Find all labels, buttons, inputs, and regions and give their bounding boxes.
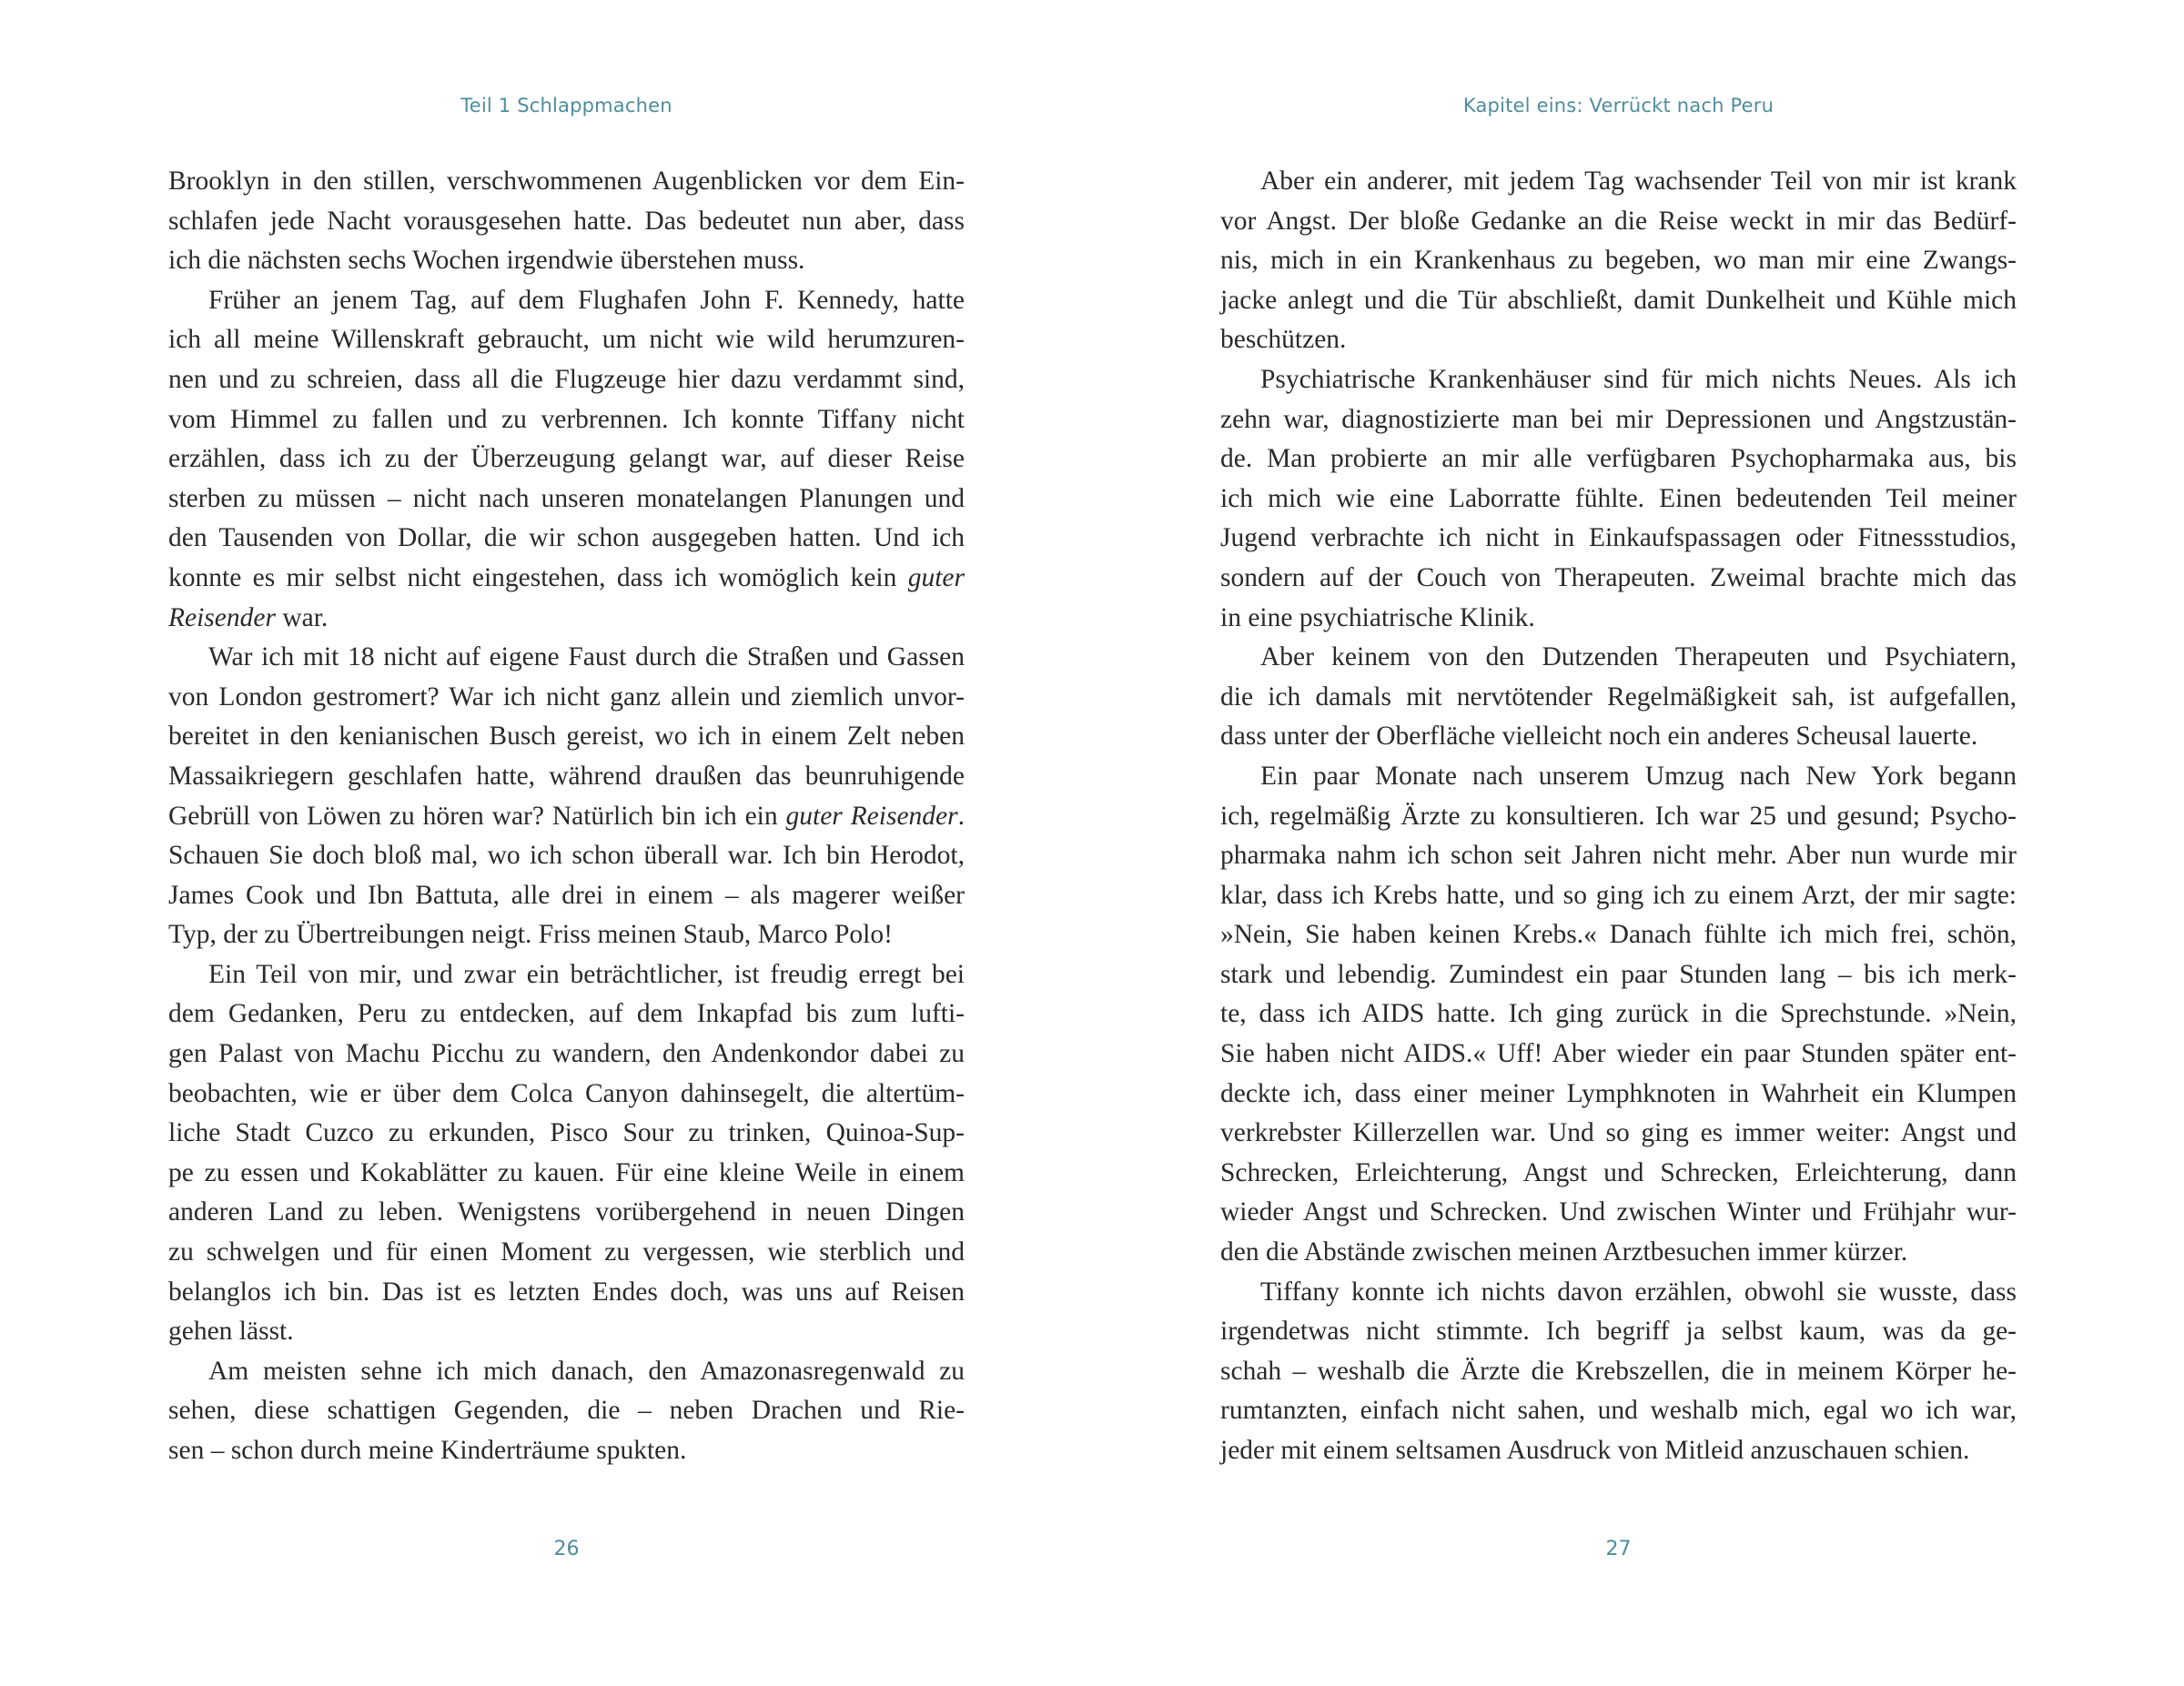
text-line: te, dass ich AIDS hatte. Ich ging zurück in die Sprechstunde. »Nein, [1220, 999, 2017, 1029]
text-line: den die Abstände zwischen meinen Arztbesuchen immer kürzer. [1220, 1237, 1908, 1267]
text-line: Typ, der zu Übertreibungen neigt. Friss meinen Staub, Marco Polo! [168, 920, 893, 950]
text-line: nis, mich in ein Krankenhaus zu begeben, wo man mir eine Zwangs- [1220, 246, 2017, 276]
text-line [168, 559, 965, 599]
text-line: den Tausenden von Dollar, die wir schon ausgegeben hatten. Und ich [168, 523, 965, 553]
text-line: Sie haben nicht AIDS.« Uff! Aber wieder ein paar Stunden später ent- [1220, 1039, 2017, 1069]
text-line: Früher an jenem Tag, auf dem Flughafen John F. Kennedy, hatte [208, 285, 965, 315]
text-line: jacke anlegt und die Tür abschließt, damit Dunkelheit und Kühle mich [1220, 285, 2017, 315]
text-line: die ich damals mit nervtötender Regelmäßigkeit sah, ist aufgefallen, [1220, 681, 2017, 712]
text-line: zehn war, diagnostizierte man bei mir Depressionen und Angstzustän- [1220, 404, 2017, 434]
italic-text: Reisender [168, 602, 276, 632]
text-line: liche Stadt Cuzco zu erkunden, Pisco Sour zu trinken, Quinoa-Sup- [168, 1118, 965, 1148]
text-line: nen und zu schreien, dass all die Flugzeuge hier dazu verdammt sind, [168, 364, 965, 394]
text-line: sen – schon durch meine Kinderträume spukten. [168, 1436, 687, 1465]
running-head: Teil 1 Schlappmachen [460, 95, 672, 116]
text-line: Schrecken, Erleichterung, Angst und Schrecken, Erleichterung, dann [1220, 1157, 2017, 1187]
text-line: verkrebster Killerzellen war. Und so ging es immer weiter: Angst und [1220, 1118, 2017, 1148]
text-line: Psychiatrische Krankenhäuser sind für mich nichts Neues. Als ich [1260, 364, 2017, 394]
text-line: ich all meine Willenskraft gebraucht, um nicht wie wild herumzuren- [168, 325, 965, 355]
text-line: sondern auf der Couch von Therapeuten. Zweimal brachte mich das [1220, 562, 2017, 592]
body-text [168, 162, 965, 1471]
right-page [1220, 0, 2017, 1686]
paragraph [1220, 638, 2017, 757]
text-line: anderen Land zu leben. Wenigstens vorübergehend in neuen Dingen [168, 1197, 965, 1227]
page-number: 26 [553, 1538, 580, 1560]
text-line: Am meisten sehne ich mich danach, den Amazonasregenwald zu [208, 1356, 965, 1386]
left-page [168, 0, 965, 1686]
text-line: pharmaka nahm ich schon seit Jahren nicht mehr. Aber nun wurde mir [1220, 841, 2017, 871]
text-line: Ein paar Monate nach unserem Umzug nach New York begann [1260, 761, 2017, 791]
text-line: dass unter der Oberfläche vielleicht noch ein anderes Scheusal lauerte. [1220, 722, 1978, 752]
text-line: Tiffany konnte ich nichts davon erzählen, obwohl sie wusste, dass [1260, 1277, 2017, 1307]
page-number: 27 [1605, 1538, 1632, 1560]
paragraph [168, 955, 965, 1352]
text-line: klar, dass ich Krebs hatte, und so ging ich zu einem Arzt, der mir sagte: [1220, 880, 2017, 910]
paragraph [1220, 360, 2017, 638]
text-line: in eine psychiatrische Klinik. [1220, 602, 1535, 632]
text-line: Jugend verbrachte ich nicht in Einkaufspassagen oder Fitnessstudios, [1220, 523, 2017, 553]
text-line: vom Himmel zu fallen und zu verbrennen. Ich konnte Tiffany nicht [168, 404, 965, 434]
running-head: Kapitel eins: Verrückt nach Peru [1462, 95, 1774, 116]
text-line: Schauen Sie doch bloß mal, wo ich schon überall war. Ich bin Herodot, [168, 841, 965, 871]
text-line: deckte ich, dass einer meiner Lymphknoten in Wahrheit ein Klumpen [1220, 1078, 2017, 1108]
text-line [168, 797, 965, 837]
text-line: ich mich wie eine Laborratte fühlte. Einen bedeutenden Teil meiner [1220, 483, 2017, 513]
text-line: schah – weshalb die Ärzte die Krebszellen, die in meinem Körper he- [1220, 1356, 2017, 1386]
paragraph [168, 1352, 965, 1471]
text-line: gehen lässt. [168, 1317, 294, 1347]
text-line: vor Angst. Der bloße Gedanke an die Reise weckt in mir das Bedürf- [1220, 206, 2017, 236]
paragraph [1220, 1273, 2017, 1471]
text-line: Ein Teil von mir, und zwar ein beträchtlicher, ist freudig erregt bei [208, 959, 965, 989]
text-line: erzählen, dass ich zu der Überzeugung gelangt war, auf dieser Reise [168, 444, 965, 474]
text-line: Brooklyn in den stillen, verschwommenen Augenblicken vor dem Ein- [168, 167, 965, 196]
text-line: bereitet in den kenianischen Busch gereist, wo ich in einem Zelt neben [168, 722, 965, 752]
text-segment: . [957, 801, 965, 831]
text-line: Aber keinem von den Dutzenden Therapeuten und Psychiatern, [1260, 642, 2017, 672]
text-line: belanglos ich bin. Das ist es letzten Endes doch, was uns auf Reisen [168, 1277, 965, 1307]
text-line: »Nein, Sie haben keinen Krebs.« Danach fühlte ich mich frei, schön, [1220, 920, 2017, 950]
text-line: War ich mit 18 nicht auf eigene Faust durch die Straßen und Gassen [208, 642, 965, 672]
paragraph [168, 281, 965, 638]
text-line: rumtanzten, einfach nicht sahen, und weshalb mich, egal wo ich war, [1220, 1396, 2017, 1426]
text-line: Massaikriegern geschlafen hatte, während draußen das beunruhigende [168, 761, 965, 791]
text-line: sehen, diese schattigen Gegenden, die – neben Drachen und Rie- [168, 1396, 965, 1426]
text-line: irgendetwas nicht stimmte. Ich begriff ja selbst kaum, was da ge- [1220, 1317, 2017, 1347]
italic-text: guter Reisender [785, 801, 958, 831]
paragraph [168, 162, 965, 281]
text-line: beschützen. [1220, 325, 1347, 355]
text-line: ich, regelmäßig Ärzte zu konsultieren. Ich war 25 und gesund; Psycho- [1220, 801, 2017, 831]
text-line: dem Gedanken, Peru zu entdecken, auf dem Inkapfad bis zum lufti- [168, 999, 965, 1029]
text-line: beobachten, wie er über dem Colca Canyon dahinsegelt, die altertüm- [168, 1078, 965, 1108]
text-line: zu schwelgen und für einen Moment zu vergessen, wie sterblich und [168, 1237, 965, 1267]
text-line: James Cook und Ibn Battuta, alle drei in einem – als magerer weißer [168, 880, 965, 910]
paragraph [1220, 757, 2017, 1273]
text-line: wieder Angst und Schrecken. Und zwischen Winter und Frühjahr wur- [1220, 1197, 2017, 1227]
paragraph [1220, 162, 2017, 360]
text-segment: Gebrüll von Löwen zu hören war? Natürlich bin ich ein [168, 801, 786, 831]
text-line: sterben zu müssen – nicht nach unseren monatelangen Planungen und [168, 483, 965, 513]
paragraph [168, 638, 965, 955]
text-line: schlafen jede Nacht vorausgesehen hatte. Das bedeutet nun aber, dass [168, 206, 965, 236]
text-line: stark und lebendig. Zumindest ein paar Stunden lang – bis ich merk- [1220, 959, 2017, 989]
text-line: ich die nächsten sechs Wochen irgendwie überstehen muss. [168, 246, 805, 276]
text-segment: war. [275, 602, 329, 632]
text-segment: konnte es mir selbst nicht eingestehen, dass ich womöglich kein [168, 562, 908, 592]
text-line: gen Palast von Machu Picchu zu wandern, den Andenkondor dabei zu [168, 1039, 965, 1069]
text-line: von London gestromert? War ich nicht ganz allein und ziemlich unvor- [168, 681, 965, 712]
text-line [168, 599, 965, 639]
text-line: pe zu essen und Kokablätter zu kauen. Für eine kleine Weile in einem [168, 1157, 965, 1187]
text-line: jeder mit einem seltsamen Ausdruck von Mitleid anzuschauen schien. [1220, 1436, 1970, 1465]
text-line: de. Man probierte an mir alle verfügbaren Psychopharmaka aus, bis [1220, 444, 2017, 474]
body-text [1220, 162, 2017, 1471]
italic-text: guter [907, 562, 965, 592]
text-line: Aber ein anderer, mit jedem Tag wachsender Teil von mir ist krank [1260, 167, 2017, 196]
